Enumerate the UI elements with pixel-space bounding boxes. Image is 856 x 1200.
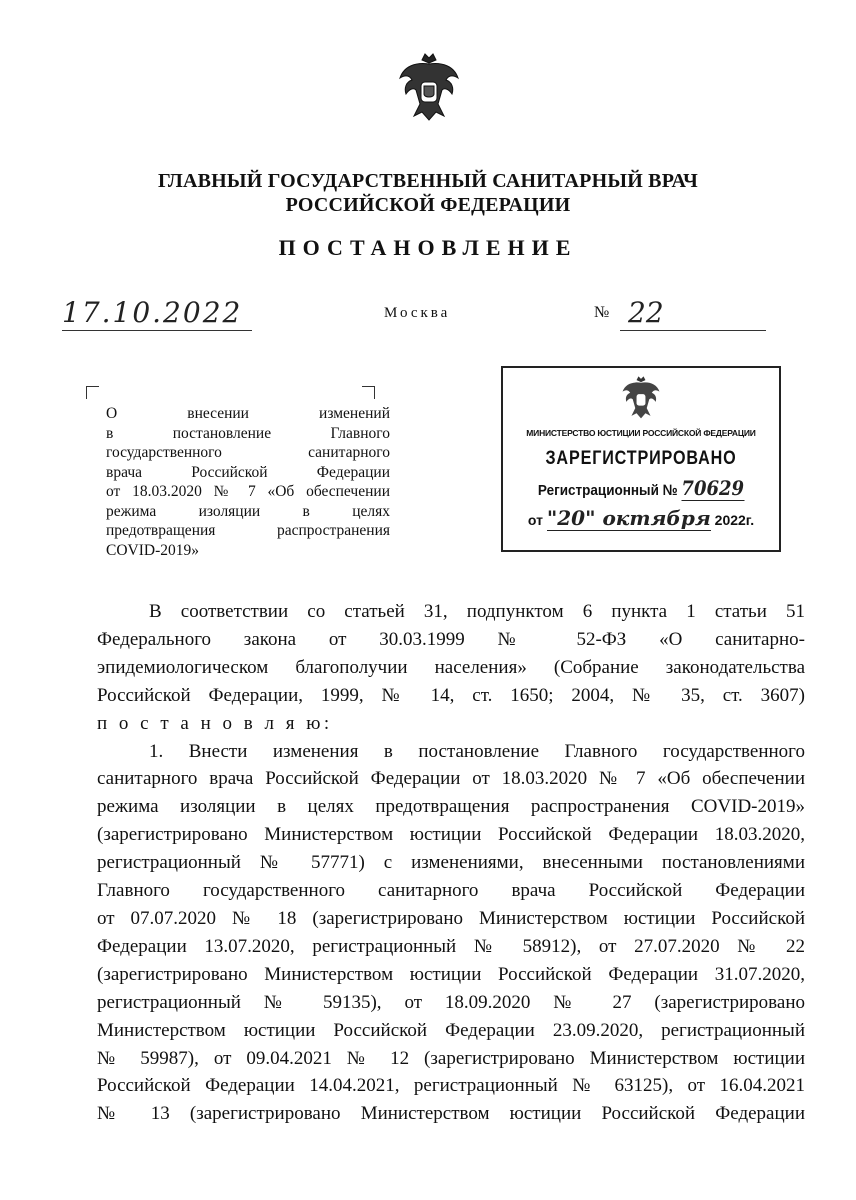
stamp-reg-label: Регистрационный № bbox=[537, 482, 678, 499]
document-city: Москва bbox=[384, 305, 451, 321]
body-line: Федерального закона от 30.03.1999 № 52-ФЗ «О санитарно- bbox=[97, 628, 805, 650]
number-label: № bbox=[594, 304, 610, 321]
title-line: предотвращения распространения bbox=[106, 522, 390, 539]
body-line: регистрационный № 57771) с изменениями, внесенными постановлениями bbox=[97, 852, 805, 874]
stamp-date-year: 2022г. bbox=[714, 512, 755, 528]
stamp-reg-number: 70629 bbox=[681, 476, 745, 500]
stamp-date-row bbox=[503, 506, 779, 530]
title-corner-right bbox=[362, 386, 375, 399]
body-line: Главного государственного санитарного врача Российской Федерации bbox=[97, 880, 805, 902]
body-line: Министерством юстиции Российской Федерации 23.09.2020, регистрационный bbox=[97, 1019, 805, 1041]
title-line: режима изоляции в целях bbox=[106, 502, 390, 520]
title-line: государственного санитарного bbox=[106, 444, 390, 461]
title-line: COVID-2019» bbox=[106, 541, 199, 559]
body-line: № 59987), от 09.04.2021 № 12 (зарегистрировано Министерством юстиции bbox=[97, 1047, 805, 1069]
body-line: Российской Федерации, 1999, № 14, ст. 1650; 2004, № 35, ст. 3607) bbox=[97, 684, 805, 706]
document-date: 17.10.2022 bbox=[62, 296, 252, 331]
document-number: 22 bbox=[620, 296, 766, 331]
title-corner-left bbox=[86, 386, 99, 399]
body-line: Федерации 13.07.2020, регистрационный № 58912), от 27.07.2020 № 22 bbox=[97, 935, 805, 957]
document-body bbox=[97, 598, 805, 1128]
document-type: ПОСТАНОВЛЕНИЕ bbox=[278, 235, 578, 260]
body-line: № 13 (зарегистрировано Министерством юстиции Российской Федерации bbox=[97, 1103, 805, 1125]
body-line: (зарегистрировано Министерством юстиции Российской Федерации 18.03.2020, bbox=[97, 824, 805, 846]
coat-of-arms-emblem bbox=[396, 52, 462, 124]
stamp-date-handwritten: "20" октября bbox=[546, 506, 711, 530]
body-line: (зарегистрировано Министерством юстиции Российской Федерации 31.07.2020, bbox=[97, 963, 805, 985]
body-line: режима изоляции в целях предотвращения распространения COVID-2019» bbox=[97, 796, 805, 818]
document-title bbox=[106, 404, 390, 560]
body-line: от 07.07.2020 № 18 (зарегистрировано Министерством юстиции Российской bbox=[97, 907, 805, 929]
stamp-reg-number-row bbox=[517, 476, 765, 500]
stamp-date-prefix: от bbox=[527, 512, 543, 528]
body-line: регистрационный № 59135), от 18.09.2020 № 27 (зарегистрировано bbox=[97, 991, 805, 1013]
body-line: 1. Внести изменения в постановление Главного государственного bbox=[149, 740, 805, 762]
issuer-line-1: ГЛАВНЫЙ ГОСУДАРСТВЕННЫЙ САНИТАРНЫЙ ВРАЧ bbox=[157, 170, 699, 192]
stamp-registered: ЗАРЕГИСТРИРОВАНО bbox=[545, 448, 737, 469]
body-line: эпидемиологическом благополучии населения» (Собрание законодательства bbox=[97, 656, 805, 678]
body-line-resolve: п о с т а н о в л я ю: bbox=[97, 712, 333, 734]
body-line: Российской Федерации 14.04.2021, регистрационный № 63125), от 16.04.2021 bbox=[97, 1075, 805, 1097]
title-line: О внесении изменений bbox=[106, 405, 390, 422]
body-line: санитарного врача Российской Федерации от 18.03.2020 № 7 «Об обеспечении bbox=[97, 768, 805, 790]
stamp-emblem-icon bbox=[620, 374, 662, 422]
stamp-ministry: МИНИСТЕРСТВО ЮСТИЦИИ РОССИЙСКОЙ ФЕДЕРАЦИИ bbox=[526, 428, 756, 438]
body-line: В соответствии со статьей 31, подпунктом 6 пункта 1 статьи 51 bbox=[149, 601, 805, 622]
title-line: врача Российской Федерации bbox=[106, 463, 390, 481]
title-line: в постановление Главного bbox=[106, 424, 390, 442]
registration-stamp bbox=[501, 366, 781, 552]
title-line: от 18.03.2020 № 7 «Об обеспечении bbox=[106, 483, 390, 500]
issuer-line-2: РОССИЙСКОЙ ФЕДЕРАЦИИ bbox=[285, 194, 571, 216]
